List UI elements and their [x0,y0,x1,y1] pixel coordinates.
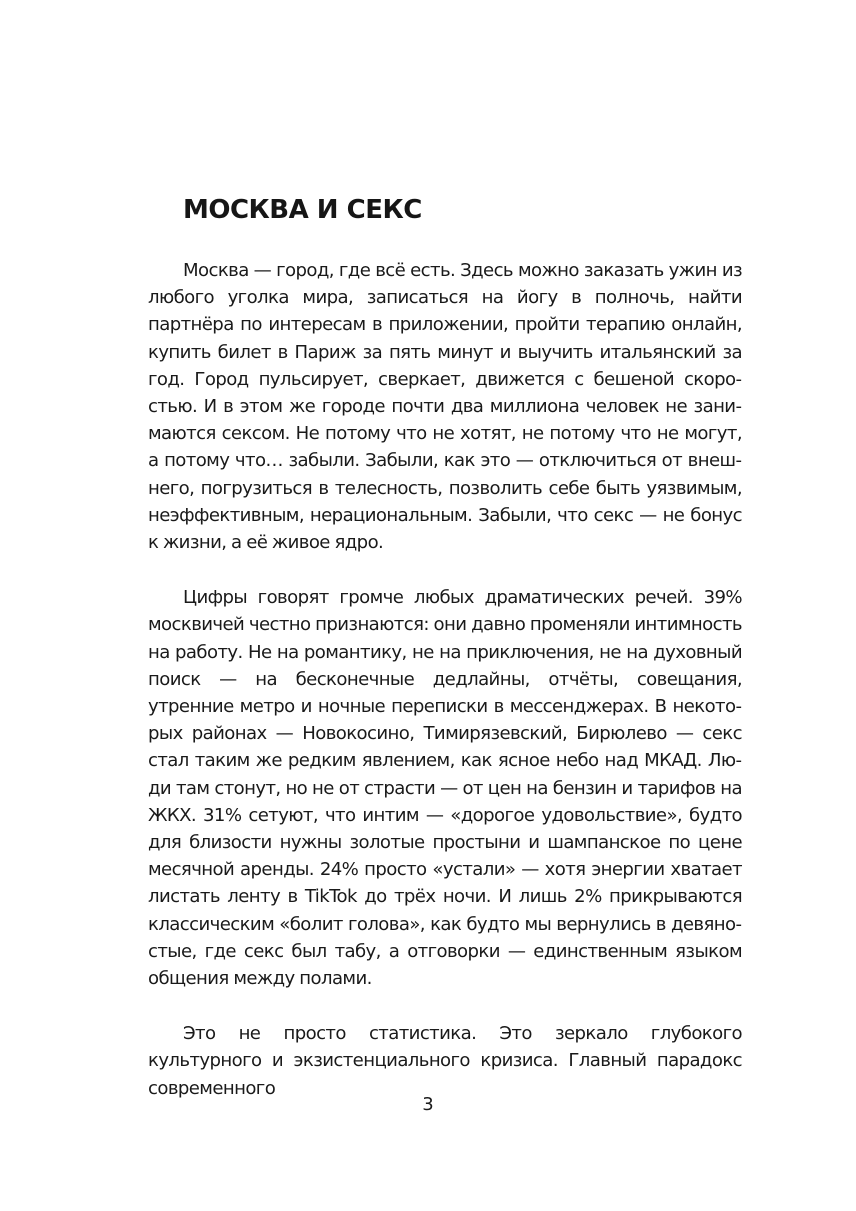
chapter-title: МОСКВА И СЕКС [183,195,422,225]
page-number: 3 [422,1094,434,1115]
paragraph-statistics: Цифры говорят громче любых драматических речей. 39% москвичей честно признаются: они давно променяли интимность на работу. Не на романтику, не на приключения, не на духовный поиск — на бесконечные дедлайны, отчёты, совещания, утренние метро и ночные переписки в мессенджерах. В некоторых районах — Новокосино, Тимирязевский, Бирюлево — секс стал таким же редким явлением, как ясное небо над МКАД. Люди там стонут, но не от страсти — от цен на бензин и тарифов на ЖКХ. 31% сетуют, что интим — «дорогое удовольствие», будто для близости нужны золотые простыни и шампанское по цене месячной аренды. 24% просто «устали» — хотя энергии хватает листать ленту в TikTok до трёх ночи. И лишь 2% прикрываются классическим «болит голова», как будто мы вернулись в девяностые, где секс был табу, а отговорки — единственным языком общения между полами. [148,587,742,990]
paragraph-conclusion: Это не просто статистика. Это зеркало глубокого культурного и экзистенциального кризиса. Главный парадокс современного [148,1023,742,1099]
paragraph-intro: Москва — город, где всё есть. Здесь можно заказать ужин из любого уголка мира, записаться на йогу в полночь, найти партнёра по интересам в приложении, пройти терапию онлайн, купить билет в Париж за пять минут и выучить итальянский за год. Город пульсирует, сверкает, движется с бешеной скоростью. И в этом же городе почти два миллиона человек не занимаются сексом. Не потому что не хотят, не потому что не могут, а потому что… забыли. Забыли, как это — отключиться от внешнего, погрузиться в телесность, позволить себе быть уязвимым, неэффективным, нерациональным. Забыли, что секс — не бонус к жизни, а её живое ядро. [148,260,742,554]
body-text [148,257,742,1102]
